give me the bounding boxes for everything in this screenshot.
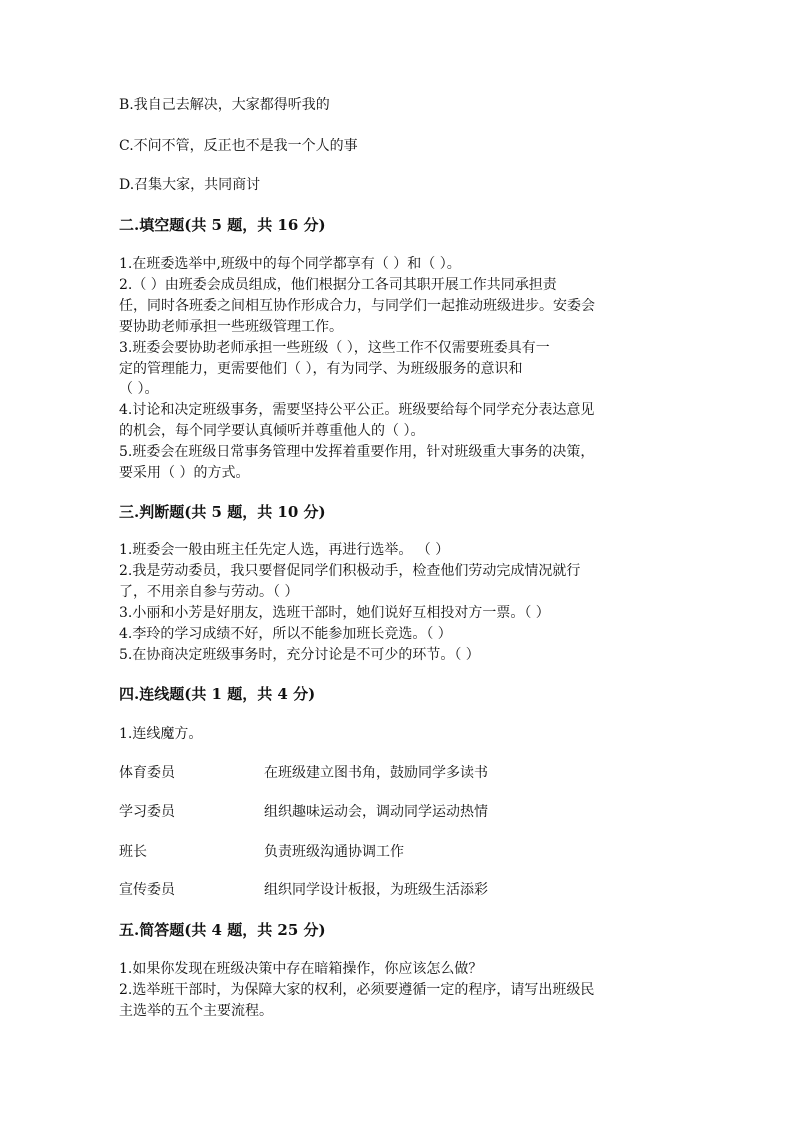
fill-line: 5.班委会在班级日常事务管理中发挥着重要作用，针对班级重大事务的决策， <box>119 444 595 460</box>
choice-option-b: B.我自己去解决，大家都得听我的 <box>119 97 330 113</box>
fill-line: 2.（ ）由班委会成员组成，他们根据分工各司其职开展工作共同承担责 <box>119 277 557 293</box>
match-left-item: 宣传委员 <box>119 882 175 898</box>
judge-section-heading: 三.判断题(共 5 题，共 10 分) <box>119 503 326 521</box>
match-left-item: 体育委员 <box>119 765 175 781</box>
match-left-item: 学习委员 <box>119 804 175 820</box>
fill-section-heading: 二.填空题(共 5 题，共 16 分) <box>119 216 326 234</box>
short-answer-line: 1.如果你发现在班级决策中存在暗箱操作，你应该怎么做？ <box>119 961 483 977</box>
match-left-item: 班长 <box>119 844 147 860</box>
judge-line: 4.李玲的学习成绩不好，所以不能参加班长竞选。（ ） <box>119 626 452 642</box>
fill-line: 任，同时各班委之间相互协作形成合力，与同学们一起推动班级进步。安委会 <box>119 298 595 314</box>
match-right-item: 负责班级沟通协调工作 <box>264 844 404 860</box>
fill-line: 要协助老师承担一些班级管理工作。 <box>119 319 343 335</box>
short-answer-section-heading: 五.简答题(共 4 题，共 25 分) <box>119 921 326 939</box>
match-section-heading: 四.连线题(共 1 题，共 4 分) <box>119 685 316 703</box>
fill-line: 要采用（ ）的方式。 <box>119 465 250 481</box>
choice-option-c: C.不问不管，反正也不是我一个人的事 <box>119 138 358 154</box>
judge-line: 3.小丽和小芳是好朋友，选班干部时，她们说好互相投对方一票。（ ） <box>119 605 550 621</box>
short-answer-line: 主选举的五个主要流程。 <box>119 1003 273 1019</box>
judge-line: 了，不用亲自参与劳动。（ ） <box>119 584 299 600</box>
fill-line: 1.在班委选举中,班级中的每个同学都享有（ ）和（ ）。 <box>119 256 461 272</box>
fill-line: 4.讨论和决定班级事务，需要坚持公平公正。班级要给每个同学充分表达意见 <box>119 402 595 418</box>
match-right-item: 组织趣味运动会，调动同学运动热情 <box>264 804 488 820</box>
match-right-item: 在班级建立图书角，鼓励同学多读书 <box>264 765 488 781</box>
fill-line: 3.班委会要协助老师承担一些班级（ ），这些工作不仅需要班委具有一 <box>119 340 550 356</box>
fill-line: 定的管理能力，更需要他们（ ），有为同学、为班级服务的意识和 <box>119 361 523 377</box>
judge-line: 5.在协商决定班级事务时，充分讨论是不可少的环节。（ ） <box>119 647 480 663</box>
fill-line: （ ）。 <box>119 381 159 397</box>
short-answer-line: 2.选举班干部时，为保障大家的权利，必须要遵循一定的程序，请写出班级民 <box>119 982 595 998</box>
judge-line: 1.班委会一般由班主任先定人选，再进行选举。 （ ） <box>119 542 450 558</box>
match-right-item: 组织同学设计板报，为班级生活添彩 <box>264 882 488 898</box>
judge-line: 2.我是劳动委员，我只要督促同学们积极动手，检查他们劳动完成情况就行 <box>119 563 581 579</box>
fill-line: 的机会，每个同学要认真倾听并尊重他人的（ ）。 <box>119 423 425 439</box>
match-intro: 1.连线魔方。 <box>119 726 203 742</box>
choice-option-d: D.召集大家，共同商讨 <box>119 177 261 193</box>
